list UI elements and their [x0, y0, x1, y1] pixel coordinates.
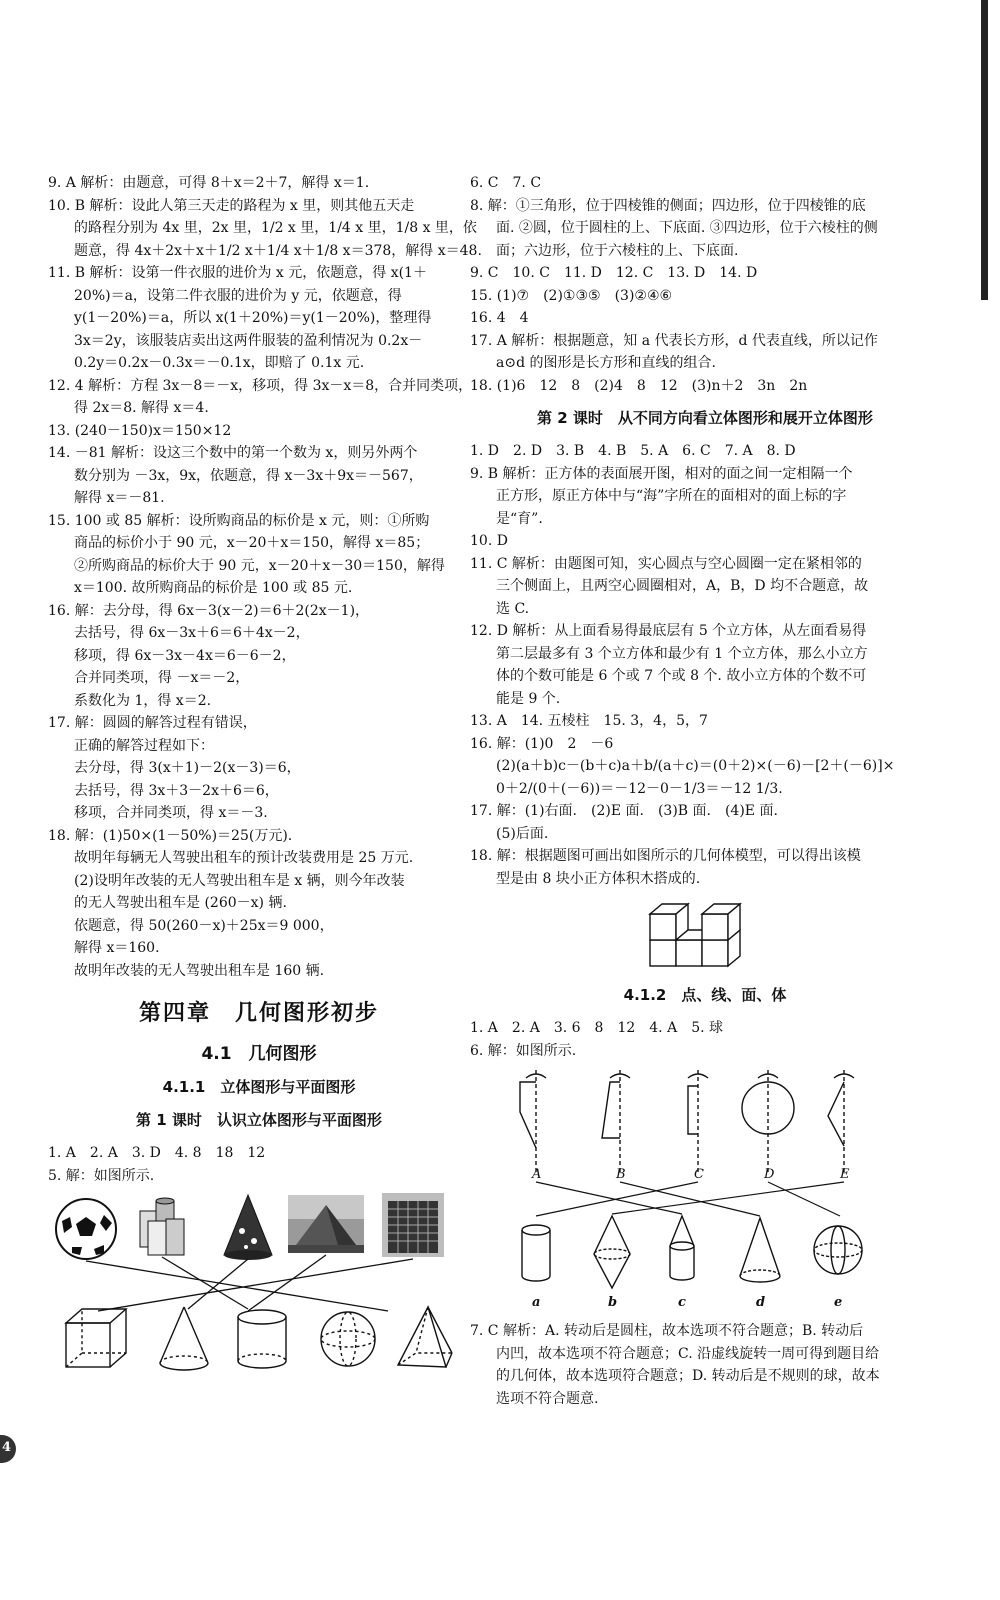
- answer-line: 面；六边形，位于六棱柱的上、下底面.: [496, 242, 739, 259]
- lesson2-title: 第 2 课时 从不同方向看立体图形和展开立体图形: [537, 409, 873, 427]
- answer-line: a⊙d 的图形是长方形和直线的组合.: [496, 355, 716, 371]
- fig6-bottom-label: d: [756, 1295, 766, 1310]
- fig6-bottom-label: a: [532, 1295, 541, 1310]
- pyramid-photo: [288, 1195, 364, 1253]
- answer-line: 14. －81 解析：设这三个数中的第一个数为 x，则另外两个: [48, 445, 418, 461]
- section-title: 4.1 几何图形: [201, 1044, 317, 1064]
- answer-line: 选项不符合题意.: [496, 1390, 599, 1407]
- answer-line: 系数化为 1，得 x＝2.: [74, 692, 212, 709]
- answer-line: 10. B 解析：设此人第三天走的路程为 x 里，则其他五天走: [48, 197, 415, 214]
- cans-image: [140, 1198, 184, 1255]
- answer-line: 的几何体，故本选项符合题意；D. 转动后是不规则的球，故本: [496, 1368, 880, 1384]
- answer-line: (2)设明年改装的无人驾驶出租车是 x 辆，则今年改装: [74, 872, 405, 889]
- q6-rotation-figure: [470, 1066, 940, 1316]
- solid-b-double-cone: [594, 1216, 630, 1288]
- solid-e-sphere: [814, 1226, 862, 1274]
- answer-line: 体的个数可能是 6 个或 7 个或 8 个. 故小立方体的个数不可: [496, 668, 867, 684]
- lesson1-title: 第 1 课时 认识立体图形与平面图形: [136, 1111, 382, 1129]
- answer-line: x＝100. 故所购商品的标价是 100 或 85 元.: [74, 580, 353, 596]
- page-number: 4: [2, 1440, 12, 1455]
- answer-line: 16. 解：(1)0 2 －6: [470, 735, 614, 752]
- answer-line: 正方形，原正方体中与“海”字所在的面相对的面上标的字: [496, 488, 847, 504]
- matching-lines: [86, 1255, 413, 1311]
- sphere-drawing: [321, 1312, 375, 1366]
- answer-line: 1. A 2. A 3. D 4. 8 18 12: [48, 1145, 266, 1161]
- answer-line: 1. A 2. A 3. 6 8 12 4. A 5. 球: [470, 1020, 723, 1036]
- answer-line: 面. ②圆，位于圆柱的上、下底面. ③四边形，位于六棱柱的侧: [496, 220, 878, 236]
- answer-line: 13. A 14. 五棱柱 15. 3，4，5，7: [470, 713, 708, 729]
- book-spine-bar: [981, 0, 988, 300]
- answer-line: 11. B 解析：设第一件衣服的进价为 x 元，依题意，得 x(1＋: [48, 265, 427, 281]
- answer-line: 解得 x＝160.: [74, 940, 160, 956]
- solid-a-cylinder: [522, 1225, 550, 1281]
- answer-line: 的路程分别为 4x 里，2x 里，1/2 x 里，1/4 x 里，1/8 x 里，依: [74, 220, 477, 236]
- solid-c-cone-cylinder: [670, 1216, 694, 1280]
- pyramid-drawing: [398, 1307, 452, 1367]
- answer-line: 故明年每辆无人驾驶出租车的预计改装费用是 25 万元.: [74, 850, 414, 866]
- q5-matching-figure: [48, 1191, 458, 1381]
- answer-line: 12. D 解析：从上面看易得最底层有 5 个立方体，从左面看易得: [470, 623, 867, 639]
- answer-line: 12. 4 解析：方程 3x－8＝－x，移项，得 3x－x＝8，合并同类项，: [48, 377, 473, 394]
- answer-line: 是“育”.: [496, 510, 543, 527]
- answer-line: 0.2y＝0.2x－0.3x＝－0.1x，即赔了 0.1x 元.: [74, 355, 365, 371]
- answer-line: 去括号，得 3x＋3－2x＋6＝6，: [74, 782, 279, 799]
- fig6-bottom-label: e: [834, 1295, 843, 1310]
- answer-line: 16. 解：去分母，得 6x－3(x－2)＝6＋2(2x－1)，: [48, 602, 370, 619]
- fig6-top-label: E: [840, 1167, 850, 1182]
- party-hat-image: [224, 1195, 272, 1260]
- answer-line: 依题意，得 50(260－x)＋25x＝9 000，: [74, 917, 334, 934]
- subsection2-title: 4.1.2 点、线、面、体: [623, 986, 787, 1004]
- answer-line: 合并同类项，得 －x＝－2，: [74, 670, 250, 686]
- answer-line: 13. (240－150)x＝150×12: [48, 422, 232, 439]
- answer-line: 能是 9 个.: [496, 690, 561, 707]
- subsection-title: 4.1.1 立体图形与平面图形: [162, 1078, 356, 1096]
- solid-d-cone: [740, 1218, 780, 1282]
- answer-line: 10. D: [470, 533, 508, 549]
- chapter-title: 第四章 几何图形初步: [138, 1001, 379, 1026]
- answer-line: 0＋2/(0＋(－6))＝－12－0－1/3＝－12 1/3.: [496, 780, 783, 797]
- answer-line: 移项，合并同类项，得 x＝－3.: [74, 805, 268, 821]
- answer-line: 5. 解：如图所示.: [48, 1167, 155, 1184]
- answer-line: 数分别为 －3x，9x，依题意，得 x－3x＋9x＝－567，: [74, 467, 423, 484]
- answer-line: 9. A 解析：由题意，可得 8＋x＝2＋7，解得 x＝1.: [48, 175, 370, 191]
- answer-line: 9. C 10. C 11. D 12. C 13. D 14. D: [470, 265, 758, 281]
- answer-line: 解得 x＝－81.: [74, 490, 165, 506]
- answer-line: 8. 解：①三角形，位于四棱锥的侧面；四边形，位于四棱锥的底: [470, 197, 866, 214]
- answer-line: 9. B 解析：正方体的表面展开图，相对的面之间一定相隔一个: [470, 465, 853, 482]
- answer-line: 7. C 解析：A. 转动后是圆柱，故本选项不符合题意；B. 转动后: [470, 1323, 864, 1339]
- building-photo: [382, 1193, 444, 1257]
- answer-line: 17. 解：(1)右面. (2)E 面. (3)B 面. (4)E 面.: [470, 803, 778, 819]
- answer-line: 故明年改装的无人驾驶出租车是 160 辆.: [74, 962, 325, 979]
- fig6-top-label: C: [694, 1167, 704, 1182]
- answer-line: 20%)＝a，设第二件衣服的进价为 y 元，依题意，得: [74, 287, 402, 304]
- fig6-top-label: D: [764, 1167, 775, 1182]
- answer-line: 18. 解：根据题图可画出如图所示的几何体模型，可以得出该模: [470, 848, 861, 864]
- answer-line: 3x＝2y，该服装店卖出这两件服装的盈利情况为 0.2x－: [74, 332, 423, 349]
- answer-line: 1. D 2. D 3. B 4. B 5. A 6. C 7. A 8. D: [470, 443, 796, 459]
- answer-line: (5)后面.: [496, 825, 549, 842]
- cone-drawing: [160, 1307, 208, 1370]
- answer-line: 商品的标价小于 90 元，x－20＋x＝150，解得 x＝85；: [74, 535, 430, 551]
- cylinder-drawing: [238, 1310, 286, 1368]
- cube-drawing: [66, 1309, 126, 1367]
- answer-line: 的无人驾驶出租车是 (260－x) 辆.: [74, 895, 287, 911]
- answer-line: 移项，得 6x－3x－4x＝6－6－2，: [74, 647, 296, 664]
- answer-line: 11. C 解析：由题图可知，实心圆点与空心圆圈一定在紧相邻的: [470, 555, 862, 572]
- answer-line: 6. C 7. C: [470, 175, 542, 191]
- answer-line: 型是由 8 块小正方体积木搭成的.: [496, 870, 701, 887]
- page-number-tab: [0, 1435, 16, 1463]
- answer-line: 18. (1)6 12 8 (2)4 8 12 (3)n＋2 3n 2n: [470, 377, 808, 394]
- answer-line: 15. (1)⑦ (2)①③⑤ (3)②④⑥: [470, 287, 673, 304]
- answer-line: 正确的解答过程如下：: [74, 737, 214, 754]
- answer-line: (2)(a＋b)c－(b＋c)a＋b/(a＋c)＝(0＋2)×(－6)－[2＋(－6)]×: [496, 758, 895, 774]
- answer-line: 6. 解：如图所示.: [470, 1042, 577, 1059]
- q6-matching-lines: [536, 1182, 844, 1216]
- answer-line: 16. 4 4: [470, 310, 529, 326]
- answer-line: 内凹，故本选项不符合题意；C. 沿虚线旋转一周可得到题目给: [496, 1345, 880, 1362]
- answer-line: 选 C.: [496, 600, 530, 617]
- left-column: [48, 172, 482, 1385]
- soccer-ball-image: [56, 1199, 116, 1259]
- left-answer-lines: [48, 172, 482, 982]
- fig6-bottom-label: c: [678, 1295, 686, 1310]
- answer-line: 18. 解：(1)50×(1－50%)＝25(万元).: [48, 827, 293, 844]
- answer-line: 第二层最多有 3 个立方体和最少有 1 个立方体，那么小立方: [496, 645, 868, 662]
- answer-line: 去分母，得 3(x＋1)－2(x－3)＝6，: [74, 760, 301, 776]
- q18-cube-model-figure: [470, 894, 940, 974]
- answer-line: y(1－20%)＝a，所以 x(1＋20%)＝y(1－20%)，整理得: [74, 310, 432, 326]
- answer-line: 三个侧面上，且两空心圆圈相对，A，B，D 均不合题意，故: [496, 578, 869, 594]
- answer-line: 17. A 解析：根据题意，知 a 代表长方形，d 代表直线，所以记作: [470, 332, 878, 349]
- answer-line: 15. 100 或 85 解析：设所购商品的标价是 x 元，则：①所购: [48, 512, 430, 529]
- answer-line: 17. 解：圆圆的解答过程有错误，: [48, 715, 257, 731]
- answer-line: 去括号，得 6x－3x＋6＝6＋4x－2，: [74, 625, 310, 641]
- fig6-top-label: B: [616, 1167, 626, 1182]
- answer-line: 得 2x＝8. 解得 x＝4.: [74, 400, 209, 416]
- fig6-bottom-label: b: [608, 1295, 618, 1310]
- answer-line: ②所购商品的标价大于 90 元，x－20＋x－30＝150，解得: [74, 557, 445, 574]
- answer-line: 题意，得 4x＋2x＋x＋1/2 x＋1/4 x＋1/8 x＝378，解得 x＝48.: [74, 242, 482, 259]
- fig6-top-label: A: [532, 1167, 542, 1182]
- right-column: [470, 172, 940, 1410]
